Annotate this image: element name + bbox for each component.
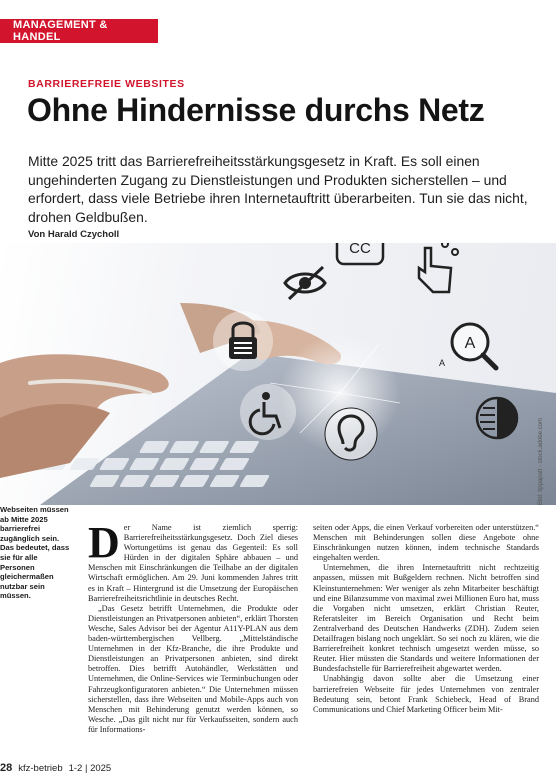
body-column-2 [313, 523, 539, 715]
article-byline: Von Harald Czycholl [28, 229, 120, 240]
hero-illustration [0, 243, 556, 505]
closed-captions-icon [337, 243, 383, 264]
article-lead: Mitte 2025 tritt das Barrierefreiheitsstärkungsgesetz in Kraft. Es soll einen ungehinderten Zugang zu Dienstleistungen und Produkten sicherstellen – und erfordert, dass viele Betriebe ihren Internetauftritt überarbeiten. Tun sie das nicht, drohen Geldbußen. [28, 153, 528, 225]
eye-slash-icon [285, 267, 325, 299]
magazine-name: kfz-betrieb [18, 763, 63, 774]
section-label: MANAGEMENT & HANDEL [0, 19, 158, 43]
article-headline: Ohne Hindernisse durchs Netz [27, 92, 485, 128]
touch-gesture-icon [419, 243, 458, 292]
body-paragraph: seiten oder Apps, die einen Verkauf vorbereiten oder unterstützen.“ Menschen mit Behinderungen sollen diese Angebote ohne Einschränkungen nutzen können, indem technische Standards eingehalten werden. [313, 523, 539, 563]
issue-info: 1-2 | 2025 [68, 763, 112, 774]
body-text: er Name ist ziemlich sperrig: Barrierefreiheitsstärkungsgesetz. Doch Ziel dieses Wortungetüms ist genau das Gegenteil: Es soll Hürden in der digitalen Sphäre abbauen – und Menschen mit Einschränkungen die Teilhabe an der digitalen Wirtschaft ermöglichen. Am 29. Juni kommenden Jahres tritt es in Kraft – Hintergrund ist die Umsetzung der Europäischen Barrierefreiheitsrichtlinie in deutsches Recht. [88, 523, 298, 603]
image-caption: Webseiten müssen ab Mitte 2025 barrierefrei zugänglich sein. Das bedeutet, dass sie für alle Personen gleichermaßen nutzbar sein müssen. [0, 505, 70, 601]
body-paragraph: Unabhängig davon sollte aber die Umsetzung einer barrierefreien Webseite für jedes Unternehmen von zentraler Bedeutung sein, betont Frank Schiebeck, Head of Brand Communications und Chief Marketing Officer beim Mit- [313, 674, 539, 714]
article-kicker: BARRIEREFREIE WEBSITES [28, 78, 185, 90]
zoom-letter-small: A [438, 358, 446, 368]
wheelchair-icon [240, 384, 296, 440]
image-credit: Bild: tippapatt - stock.adobe.com [538, 418, 544, 506]
lock-icon [213, 311, 273, 371]
hero-image [0, 243, 556, 505]
cc-label: CC [349, 243, 371, 257]
text-zoom-icon [439, 324, 496, 368]
body-column-1 [88, 518, 298, 735]
body-paragraph [88, 518, 298, 604]
body-paragraph: Unternehmen, die ihren Internetauftritt nicht rechtzeitig anpassen, müssen mit Bußgeldern rechnen. Nicht betroffen sind Kleinstunternehmen: Wer weniger als zehn Mitarbeiter beschäftigt und eine Bilanzsumme von maximal zwei Millionen Euro hat, muss die Vorgaben nicht umsetzen, erklärt Christian Reuter, Referatsleiter im Bereich Organisation und Recht beim Zentralverband des Deutschen Handwerks (ZDH). Zudem seien Detailfragen bislang noch ungeklärt. So sei noch zu klären, wie die Barrierefreiheit konkret technisch umgesetzt werden müsse, so Reuter. Hier müssten die Standards und weitere Informationen der Bundesfachstelle für Barrierefreiheit abgewartet werden. [313, 563, 539, 674]
drop-cap: D [88, 518, 120, 567]
zoom-letter-large: A [464, 335, 476, 352]
hearing-icon [325, 408, 377, 460]
page-footer [0, 762, 111, 774]
body-paragraph: „Das Gesetz betrifft Unternehmen, die Produkte oder Dienstleistungen an Privatpersonen anbieten“, erklärt Thorsten Wesche, Sales Advisor bei der Agentur A11Y-PLAN aus dem baden-württembergischen Vellberg. „Mittelständische Unternehmen in der Kfz-Branche, die ihre Produkte und Dienstleistungen an Privatpersonen anbieten, sind direkt betroffen. Dies betrifft Autohändler, Werkstätten und Unternehmen, die Online-Services wie Terminbuchungen oder Fahrzeugkonfiguratoren anbieten.“ Die Unternehmen müssen sicherstellen, dass ihre Webseiten und Mobile-Apps auch von Menschen mit Behinderung genutzt werden können, so Wesche. „Das gilt nicht nur für Verkaufsseiten, sondern auch für Informations- [88, 603, 298, 734]
page-number: 28 [0, 762, 13, 774]
